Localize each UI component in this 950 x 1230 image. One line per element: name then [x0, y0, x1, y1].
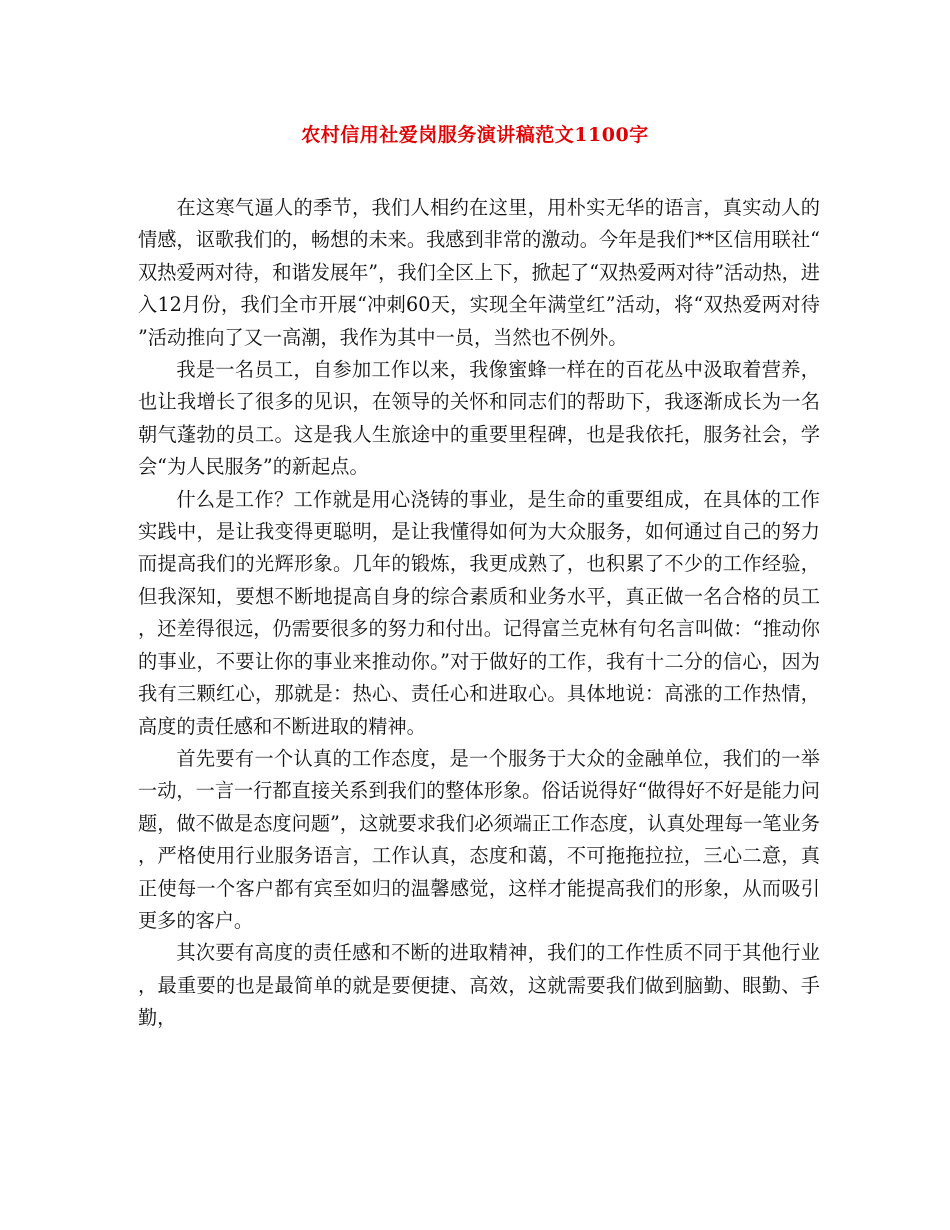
paragraph: 我是一名员工，自参加工作以来，我像蜜蜂一样在的百花丛中汲取着营养，也让我增长了很多的见识，在领导的关怀和同志们的帮助下，我逐渐成长为一名朝气蓬勃的员工。这是我人生旅途中的重要里程碑，也是我依托，服务社会，学会“为人民服务”的新起点。 — [138, 358, 820, 479]
paragraph: 什么是工作？工作就是用心浇铸的事业，是生命的重要组成，在具体的工作实践中，是让我变得更聪明，是让我懂得如何为大众服务，如何通过自己的努力而提高我们的光辉形象。几年的锻炼，我更成熟了，也积累了不少的工作经验，但我深知，要想不断地提高自身的综合素质和业务水平，真正做一名合格的员工，还差得很远，仍需要很多的努力和付出。记得富兰克林有句名言叫做：“推动你的事业，不要让你的事业来推动你。”对于做好的工作，我有十二分的信心，因为我有三颗红心，那就是：热心、责任心和进取心。具体地说：高涨的工作热情，高度的责任感和不断进取的精神。 — [138, 487, 820, 738]
document-body — [138, 192, 820, 1035]
paragraph: 在这寒气逼人的季节，我们人相约在这里，用朴实无华的语言，真实动人的情感，讴歌我们的，畅想的未来。我感到非常的激动。今年是我们**区信用联社“双热爱两对待，和谐发展年”，我们全区上下，掀起了“双热爱两对待”活动热，进入12月份，我们全市开展“冲刺60天，实现全年满堂红”活动，将“双热爱两对待”活动推向了又一高潮，我作为其中一员，当然也不例外。 — [138, 196, 820, 349]
paragraph: 其次要有高度的责任感和不断的进取精神，我们的工作性质不同于其他行业，最重要的也是最简单的就是要便捷、高效，这就需要我们做到脑勤、眼勤、手勤， — [138, 941, 820, 1030]
paragraph: 首先要有一个认真的工作态度，是一个服务于大众的金融单位，我们的一举一动，一言一行都直接关系到我们的整体形象。俗话说得好“做得好不好是能力问题，做不做是态度问题”，这就要求我们必须端正工作态度，认真处理每一笔业务，严格使用行业服务语言，工作认真，态度和蔼，不可拖拖拉拉，三心二意，真正使每一个客户都有宾至如归的温馨感觉，这样才能提高我们的形象，从而吸引更多的客户。 — [138, 746, 820, 932]
document-title: 农村信用社爱岗服务演讲稿范文1100字 — [301, 124, 649, 146]
